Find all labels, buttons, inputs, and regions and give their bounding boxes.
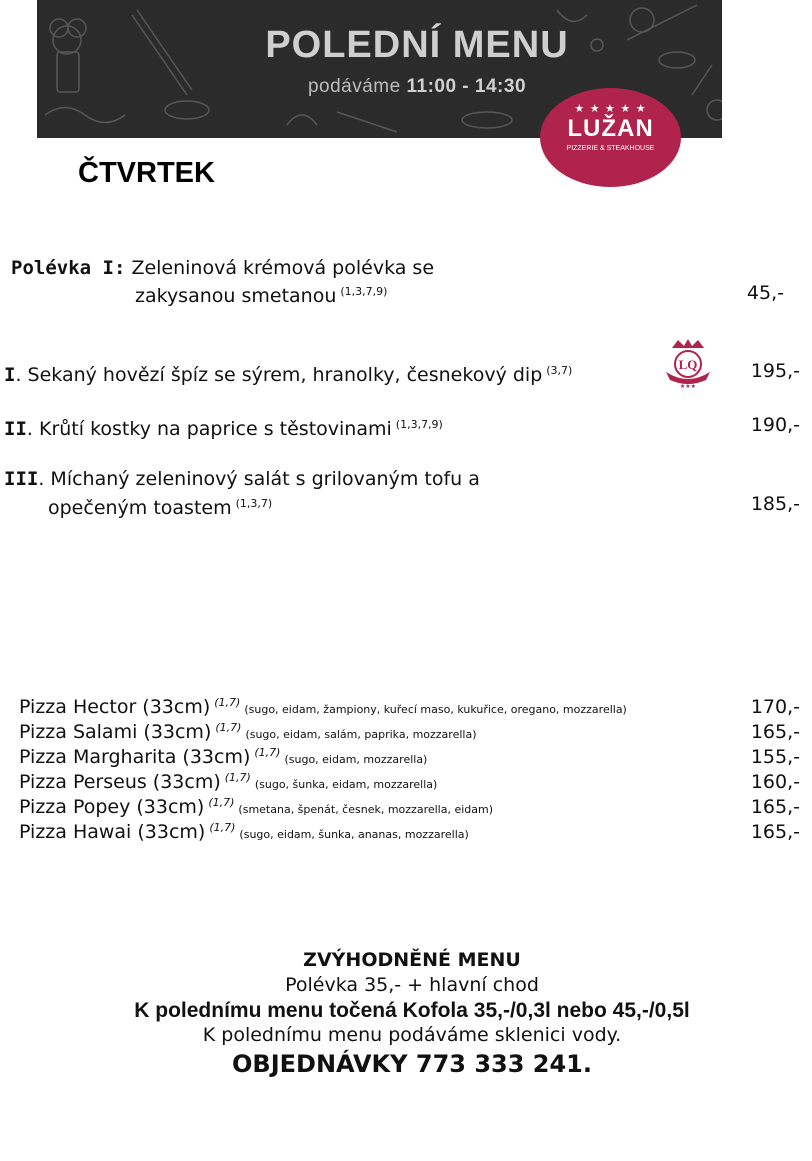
footer-title: ZVÝHODNĚNÉ MENU (303, 949, 521, 971)
main-dish-3-line-2: opečeným toastem $^{(1,3,7)}$ (48, 497, 273, 519)
logo-stars-icon: ★ ★ ★ ★ ★ (574, 102, 647, 115)
pizza-item: Pizza Salami (33cm) $^{(1,7)}$(sugo, eidam, salám, paprika, mozzarella) 165,- (19, 721, 800, 743)
pizza-item: Pizza Popey (33cm) $^{(1,7)}$(smetana, špenát, česnek, mozzarella, eidam) 165,- (19, 796, 800, 818)
main-dish-2-allergens: (1,3,7,9) (395, 418, 443, 431)
restaurant-logo (540, 88, 681, 187)
soup-label: Polévka I: (11, 257, 126, 279)
pizza-price: 165,- (750, 721, 800, 743)
soup-allergens: (1,3,7,9) (340, 285, 388, 298)
day-heading: ČTVRTEK (78, 157, 215, 189)
pizza-price: 165,- (750, 821, 800, 843)
logo-name: LUŽAN (567, 115, 654, 142)
footer-water: K polednímu menu podáváme sklenici vody. (202, 1024, 622, 1046)
pizza-item: Pizza Perseus (33cm) $^{(1,7)}$(sugo, šunka, eidam, mozzarella) 160,- (19, 771, 800, 793)
main-dish-1: I. Sekaný hovězí špíz se sýrem, hranolky, česnekový dip $^{(3,7)}$ (4, 364, 573, 386)
pizza-price: 170,- (750, 696, 800, 718)
pizza-item: Pizza Hector (33cm) $^{(1,7)}$(sugo, eidam, žampiony, kuřecí maso, kukuřice, oregano, mozzarella) 170,- (19, 696, 800, 718)
soup-price: 45,- (746, 282, 784, 304)
svg-text:LQ: LQ (678, 357, 698, 372)
pizza-price: 165,- (750, 796, 800, 818)
main-dish-2: II. Krůtí kostky na paprice s těstovinami $^{(1,3,7,9)}$ (4, 418, 443, 440)
pizza-price: 155,- (750, 746, 800, 768)
serving-hours: podáváme 11:00 - 14:30 (307, 76, 527, 97)
soup-line-1 (11, 256, 434, 280)
pizza-item: Pizza Margharita (33cm) $^{(1,7)}$(sugo, eidam, mozzarella) 155,- (19, 746, 800, 768)
main-dish-2-price: 190,- (750, 414, 800, 436)
main-dish-3-price: 185,- (750, 493, 800, 515)
footer-kofola: K polednímu menu točená Kofola 35,-/0,3l nebo 45,-/0,5l (134, 999, 690, 1022)
main-dish-3-line-1: III. Míchaný zeleninový salát s grilovaným tofu a (4, 468, 480, 490)
soup-name: Zeleninová krémová polévka se (131, 257, 435, 279)
pizza-price: 160,- (750, 771, 800, 793)
footer-orders: OBJEDNÁVKY 773 333 241. (232, 1050, 592, 1078)
soup-line-2: zakysanou smetanou $^{(1,3,7,9)}$ (135, 285, 388, 307)
menu-title: POLEDNÍ MENU (265, 24, 569, 66)
svg-text:★★★: ★★★ (679, 383, 697, 390)
main-dish-1-price: 195,- (750, 360, 800, 382)
pizza-item: Pizza Hawai (33cm) $^{(1,7)}$(sugo, eidam, šunka, ananas, mozzarella) 165,- (19, 821, 800, 843)
logo-subtitle: PIZZERIE & STEAKHOUSE (566, 145, 655, 152)
main-dish-3-allergens: (1,3,7) (235, 497, 273, 510)
lq-quality-badge-icon (664, 338, 712, 390)
main-dish-1-allergens: (3,7) (546, 364, 573, 377)
footer-offer: Polévka 35,- + hlavní chod (285, 974, 539, 996)
